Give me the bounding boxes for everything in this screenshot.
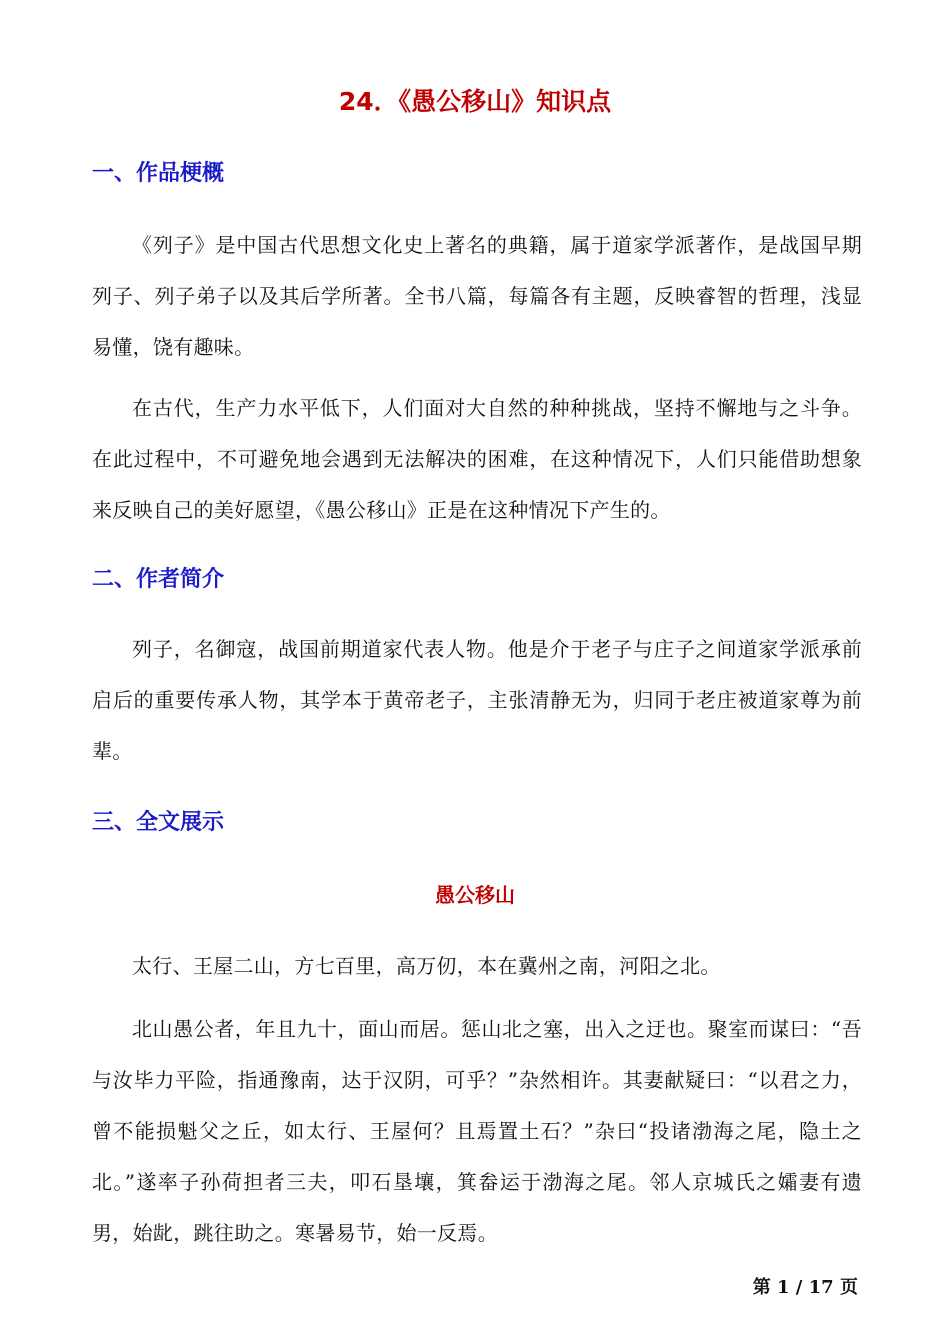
page-separator: / [795,1277,803,1298]
paragraph-author-1: 列子，名御寇，战国前期道家代表人物。他是介于老子与庄子之间道家学派承前启后的重要传承人物，其学本于黄帝老子，主张清静无为，归同于老庄被道家尊为前辈。 [92,637,862,763]
current-page: 1 [776,1277,790,1298]
document-title: 24．《愚公移山》知识点 [338,87,612,116]
page-number [753,1274,858,1302]
text-title: 愚公移山 [435,883,515,907]
page-suffix: 页 [840,1277,858,1298]
paragraph-synopsis-1: 《列子》是中国古代思想文化史上著名的典籍，属于道家学派著作，是战国早期列子、列子弟子以及其后学所著。全书八篇，每篇各有主题，反映睿智的哲理，浅显易懂，饶有趣味。 [92,233,862,359]
paragraph-text-2: 北山愚公者，年且九十，面山而居。惩山北之塞，出入之迂也。聚室而谋曰：“吾与汝毕力平险，指通豫南，达于汉阴，可乎？”杂然相许。其妻献疑曰：“以君之力，曾不能损魁父之丘，如太行、王屋何？且焉置土石？”杂曰“投诸渤海之尾，隐土之北。”遂率子孙荷担者三夫，叩石垦壤，箕畚运于渤海之尾。邻人京城氏之孀妻有遗男，始龀，跳往助之。寒暑易节，始一反焉。 [92,1017,862,1245]
section-heading-synopsis: 一、作品梗概 [92,161,225,186]
paragraph-text-1: 太行、王屋二山，方七百里，高万仞，本在冀州之南，河阳之北。 [132,954,721,978]
total-pages: 17 [808,1277,834,1298]
paragraph-synopsis-2: 在古代，生产力水平低下，人们面对大自然的种种挑战，坚持不懈地与之斗争。在此过程中，不可避免地会遇到无法解决的困难，在这种情况下，人们只能借助想象来反映自己的美好愿望，《愚公移山》正是在这种情况下产生的。 [92,396,862,522]
section-heading-full-text: 三、全文展示 [92,810,225,835]
page-prefix: 第 [752,1277,771,1298]
section-heading-author: 二、作者简介 [92,567,225,592]
